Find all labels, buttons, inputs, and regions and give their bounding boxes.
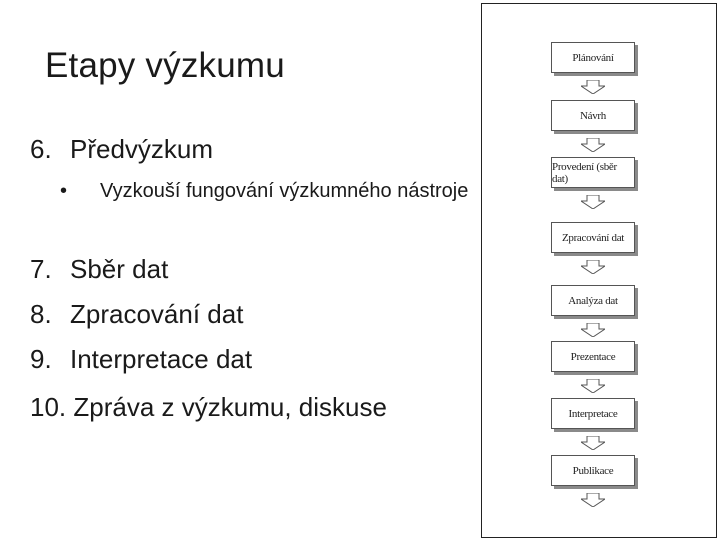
list-item <box>30 344 252 375</box>
list-item <box>30 299 243 330</box>
list-text: Interpretace dat <box>70 344 253 374</box>
flow-arrow-icon <box>581 379 605 393</box>
slide-title: Etapy výzkumu <box>45 46 285 85</box>
flow-arrow-icon <box>581 493 605 507</box>
list-text: Zpracování dat <box>70 299 244 329</box>
list-text: Sběr dat <box>70 254 169 284</box>
flow-arrow-icon <box>581 436 605 450</box>
flow-stage-data-collection: Provedení (sběr dat) <box>551 157 635 188</box>
flow-stage-presentation: Prezentace <box>551 341 635 372</box>
list-text: Zpráva z výzkumu, diskuse <box>73 392 387 422</box>
research-flow-diagram <box>481 3 717 538</box>
list-item <box>30 392 387 423</box>
flow-stage-processing: Zpracování dat <box>551 222 635 253</box>
flow-arrow-icon <box>581 138 605 152</box>
flow-arrow-icon <box>581 260 605 274</box>
flow-arrow-icon <box>581 323 605 337</box>
list-number: 9. <box>30 344 52 374</box>
flow-stage-design: Návrh <box>551 100 635 131</box>
list-number: 7. <box>30 254 52 284</box>
flow-stage-publication: Publikace <box>551 455 635 486</box>
bullet-icon: • <box>60 180 68 202</box>
list-number: 6. <box>30 134 52 164</box>
list-number: 8. <box>30 299 52 329</box>
sub-bullet-text: Vyzkouší fungování výzkumného nástroje <box>100 180 469 202</box>
flow-stage-planning: Plánování <box>551 42 635 73</box>
flow-stage-interpretation: Interpretace <box>551 398 635 429</box>
list-text: Předvýzkum <box>70 134 214 164</box>
flow-arrow-icon <box>581 195 605 209</box>
flow-stage-analysis: Analýza dat <box>551 285 635 316</box>
list-item <box>30 254 168 285</box>
list-number: 10. <box>30 392 67 422</box>
list-item <box>30 134 213 165</box>
flow-arrow-icon <box>581 80 605 94</box>
